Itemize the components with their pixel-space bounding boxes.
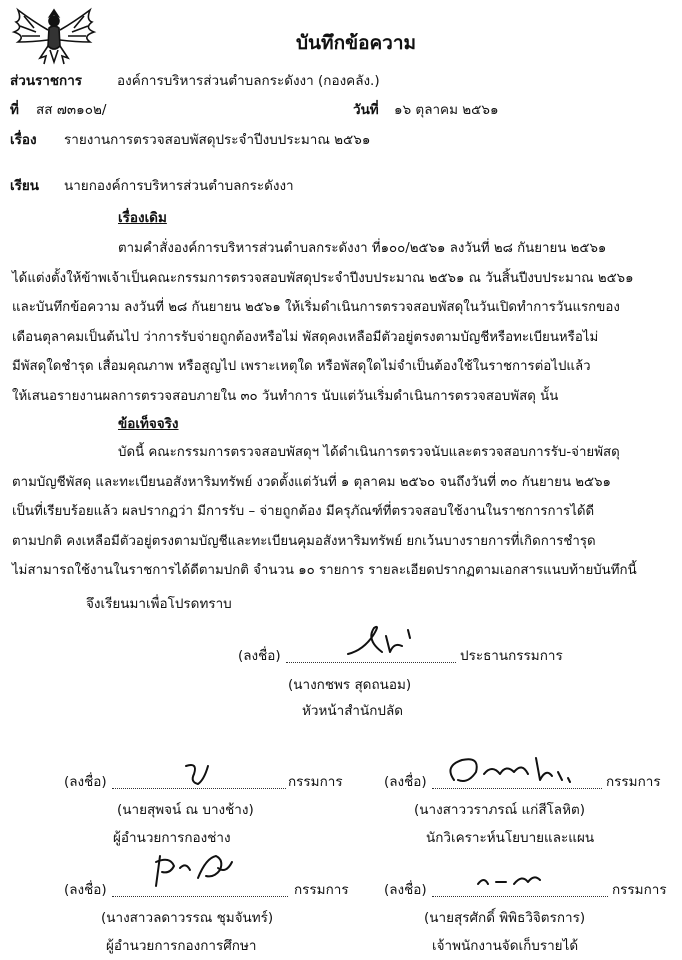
- facts-heading: ข้อเท็จจริง: [118, 416, 179, 432]
- member1-position: ผู้อำนวยการกองช่าง: [113, 830, 231, 846]
- member2-sign-prefix: (ลงชื่อ): [384, 774, 427, 790]
- member4-sign-prefix: (ลงชื่อ): [384, 882, 427, 898]
- member1-sign-line: [112, 787, 286, 789]
- member3-sign-prefix: (ลงชื่อ): [64, 882, 107, 898]
- member3-position: ผู้อำนวยการกองการศึกษา: [106, 938, 257, 954]
- member3-sign-line: [112, 895, 288, 897]
- chair-signature: [330, 616, 450, 664]
- text-line: เป็นที่เรียบร้อยแล้ว ผลปรากฏว่า มีการรับ – จ่ายถูกต้อง มีครุภัณฑ์ที่ตรวจสอบใช้งานในราชการการได้ดี: [12, 504, 595, 519]
- chair-position: หัวหน้าสำนักปลัด: [302, 703, 404, 719]
- text-line: ตามบัญชีพัสดุ และทะเบียนอสังหาริมทรัพย์ งวดตั้งแต่วันที่ ๑ ตุลาคม ๒๕๖๐ จนถึงวันที่ ๓๐ กันยายน ๒๕๖๑: [12, 474, 611, 490]
- member4-name: (นายสุรศักดิ์ พิพิธวิจิตรการ): [424, 910, 586, 926]
- member1-signature: [180, 760, 220, 790]
- member2-name: (นางสาววราภรณ์ แก่สีโลหิต): [414, 802, 586, 818]
- ref-label: ที่: [10, 102, 19, 118]
- to-label: เรียน: [10, 178, 40, 194]
- text-line: เดือนตุลาคมเป็นต้นไป ว่าการรับจ่ายถูกต้องหรือไม่ พัสดุคงเหลือมีตัวอยู่ตรงตามบัญชีหรือทะเบียนหรือไม่: [12, 329, 599, 345]
- dept-value: องค์การบริหารส่วนตำบลกระดังงา (กองคลัง.): [117, 73, 380, 89]
- closing-text: จึงเรียนมาเพื่อโปรดทราบ: [86, 596, 232, 612]
- subject-value: รายงานการตรวจสอบพัสดุประจำปีงบประมาณ ๒๕๖๑: [64, 132, 371, 148]
- background-paragraph: [12, 234, 646, 411]
- to-value: นายกองค์การบริหารส่วนตำบลกระดังงา: [64, 178, 294, 194]
- text-line: มีพัสดุใดชำรุด เสื่อมคุณภาพ หรือสูญไป เพราะเหตุใด หรือพัสดุใดไม่จำเป็นต้องใช้ในราชการต่อไปแล้ว: [12, 359, 591, 374]
- text-line: ตามคำสั่งองค์การบริหารส่วนตำบลกระดังงา ที่๑๐๐/๒๕๖๑ ลงวันที่ ๒๘ กันยายน ๒๕๖๑: [118, 241, 607, 256]
- garuda-emblem: [4, 2, 104, 66]
- member4-signature: [470, 866, 560, 894]
- chair-sign-line: [286, 661, 456, 663]
- chair-sign-prefix: (ลงชื่อ): [238, 648, 281, 664]
- text-line: ได้แต่งตั้งให้ข้าพเจ้าเป็นคณะกรรมการตรวจสอบพัสดุประจำปีงบประมาณ ๒๕๖๑ ณ วันสิ้นปีงบประมาณ ๒๕๖๑: [12, 270, 634, 286]
- background-heading: เรื่องเดิม: [118, 210, 167, 226]
- text-line: ให้เสนอรายงานผลการตรวจสอบภายใน ๓๐ วันทำการ นับแต่วันเริ่มดำเนินการตรวจสอบพัสดุ นั้น: [12, 388, 559, 404]
- member4-role: กรรมการ: [612, 882, 667, 898]
- subject-label: เรื่อง: [10, 132, 37, 148]
- text-line: และบันทึกข้อความ ลงวันที่ ๒๘ กันยายน ๒๕๖๑ ให้เริ่มดำเนินการตรวจสอบพัสดุในวันเปิดทำการวันแรกของ: [12, 300, 620, 315]
- member3-signature: [140, 848, 260, 894]
- facts-paragraph: [12, 438, 646, 586]
- member3-role: กรรมการ: [294, 882, 349, 898]
- member1-name: (นายสุพจน์ ณ บางช้าง): [117, 802, 254, 818]
- member4-sign-line: [432, 895, 608, 897]
- member1-sign-prefix: (ลงชื่อ): [64, 774, 107, 790]
- member4-position: เจ้าพนักงานจัดเก็บรายได้: [432, 938, 579, 954]
- member2-role: กรรมการ: [606, 774, 661, 790]
- member3-name: (นางสาวลดาวรรณ ชุมจันทร์): [101, 910, 274, 926]
- text-line: ตามปกติ คงเหลือมีตัวอยู่ตรงตามบัญชีและทะเบียนคุมอสังหาริมทรัพย์ ยกเว้นบางรายการที่เกิดการชำรุด: [12, 533, 596, 549]
- member1-role: กรรมการ: [288, 774, 343, 790]
- chair-role: ประธานกรรมการ: [460, 648, 563, 664]
- member2-sign-line: [432, 787, 602, 789]
- text-line: ไม่สามารถใช้งานในราชการได้ดีตามปกติ จำนวน ๑๐ รายการ รายละเอียดปรากฏตามเอกสารแนบท้ายบันทึกนี้: [12, 563, 637, 578]
- memo-title: บันทึกข้อความ: [296, 32, 417, 54]
- text-line: บัดนี้ คณะกรรมการตรวจสอบพัสดุฯ ได้ดำเนินการตรวจนับและตรวจสอบการรับ-จ่ายพัสดุ: [118, 445, 620, 460]
- date-value: ๑๖ ตุลาคม ๒๕๖๑: [394, 102, 499, 118]
- chair-name: (นางกชพร สุดถนอม): [288, 677, 412, 693]
- dept-label: ส่วนราชการ: [10, 73, 83, 89]
- ref-value: สส ๗๓๑๐๒/: [36, 102, 107, 118]
- date-label: วันที่: [353, 102, 379, 118]
- member2-position: นักวิเคราะห์นโยบายและแผน: [426, 830, 595, 846]
